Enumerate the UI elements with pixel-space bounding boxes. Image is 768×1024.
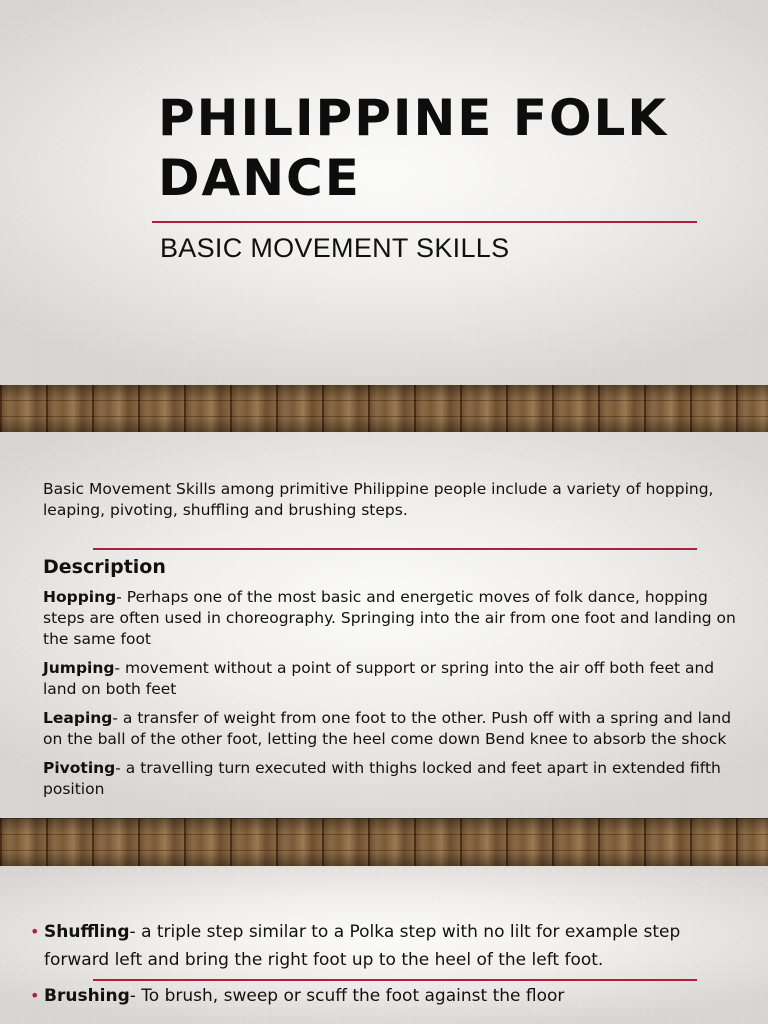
intro-paragraph: Basic Movement Skills among primitive Philippine people include a variety of hopping, leaping, pivoting, shuffling and brushing steps.	[43, 480, 714, 519]
term-definition: - Perhaps one of the most basic and energetic moves of folk dance, hopping steps are often used in choreography. Springing into the air from one foot and landing on the same foot	[43, 588, 736, 648]
bullet-dot-icon: •	[30, 986, 40, 1005]
wood-floor-band	[0, 818, 768, 866]
slide-subtitle: BASIC MOVEMENT SKILLS	[160, 233, 510, 263]
title-slide	[0, 0, 768, 385]
bullet-definition: - To brush, sweep or scuff the foot against the floor	[129, 986, 565, 1006]
term-definition: - movement without a point of support or spring into the air off both feet and land on both feet	[43, 659, 715, 698]
bullet-dot-icon: •	[30, 922, 40, 941]
term-item	[43, 587, 743, 650]
term-item	[43, 708, 743, 750]
bullet-term: Brushing	[44, 986, 130, 1006]
wood-floor-band	[0, 385, 768, 432]
title-divider	[152, 221, 697, 223]
bullet-item	[30, 982, 750, 1010]
term-name: Hopping	[43, 588, 117, 606]
bullet-term: Shuffling	[44, 922, 130, 942]
term-definition: - a transfer of weight from one foot to the other. Push off with a spring and land on the ball of the other foot, letting the heel come down Bend knee to absorb the shock	[43, 709, 732, 748]
bullet-item	[30, 918, 750, 974]
term-list	[43, 587, 743, 808]
term-name: Leaping	[43, 709, 113, 727]
bullet-definition: - a triple step similar to a Polka step with no lilt for example step forward left and bring the right foot up to the heel of the left foot.	[44, 922, 681, 970]
bullet-list	[30, 918, 750, 1018]
term-definition: - a travelling turn executed with thighs locked and feet apart in extended fifth position	[43, 759, 721, 798]
intro-divider	[93, 548, 697, 550]
term-name: Jumping	[43, 659, 115, 677]
slide-title-line-2: DANCE	[158, 149, 361, 207]
term-item	[43, 658, 743, 700]
slide-title	[158, 88, 718, 208]
term-name: Pivoting	[43, 759, 116, 777]
term-item	[43, 758, 743, 800]
description-heading: Description	[43, 556, 166, 578]
slide-title-line-1: PHILIPPINE FOLK	[158, 89, 669, 147]
